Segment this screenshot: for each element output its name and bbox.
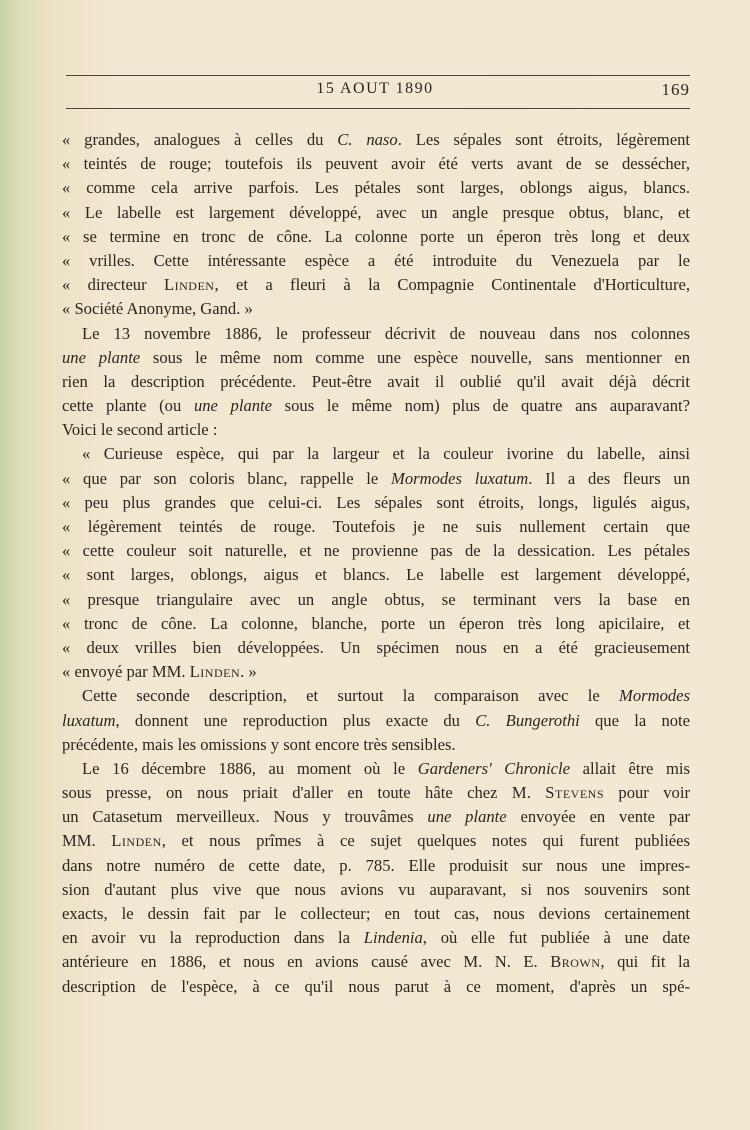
text-line: « sont larges, oblongs, aigus et blancs. Le labelle est largement développé, bbox=[62, 565, 690, 585]
body-text bbox=[62, 128, 690, 999]
text-line: sion d'autant plus vive que nous avions vu auparavant, si nos souvenirs sont bbox=[62, 879, 690, 899]
italic-term: une plante bbox=[427, 807, 507, 827]
italic-term: une plante bbox=[193, 396, 273, 416]
text-line: « Curieuse espèce, qui par la largeur et la couleur ivorine du labelle, ainsi bbox=[82, 444, 690, 464]
text-line: Voici le second article : bbox=[62, 420, 218, 440]
italic-term: Mormodes luxatum bbox=[391, 468, 529, 488]
text-line: dans notre numéro de cette date, p. 785. Elle produisit sur nous une impres- bbox=[62, 855, 690, 875]
text-line: « vrilles. Cette intéressante espèce a été introduite du Venezuela par le bbox=[62, 250, 690, 270]
text-line: exacts, le dessin fait par le collecteur; en tout cas, nous devions certainement bbox=[62, 904, 690, 923]
text-line: Le 13 novembre 1886, le professeur décrivit de nouveau dans nos colonnes bbox=[82, 323, 690, 343]
small-caps-name: Stevens bbox=[545, 783, 604, 803]
text-line: « presque triangulaire avec un angle obtus, se terminant vers la base en bbox=[62, 589, 690, 609]
text-line: « tronc de cône. La colonne, blanche, porte un éperon très long apicilaire, et bbox=[62, 613, 690, 633]
page-number: 169 bbox=[661, 80, 690, 99]
italic-term: C. Bungerothi bbox=[475, 710, 580, 730]
text-line: « que par son coloris blanc, rappelle le Mormodes luxatum. Il a des fleurs un bbox=[62, 468, 690, 488]
italic-term: C. naso bbox=[337, 130, 398, 149]
text-line: MM. Linden, et nous prîmes à ce sujet quelques notes qui furent publiées bbox=[62, 831, 690, 851]
text-line: « légèrement teintés de rouge. Toutefois je ne suis nullement certain que bbox=[62, 517, 690, 536]
text-line: « envoyé par MM. Linden. » bbox=[62, 662, 257, 682]
text-line: « comme cela arrive parfois. Les pétales sont larges, oblongs aigus, blancs. bbox=[62, 178, 690, 198]
text-line: antérieure en 1886, et nous en avions causé avec M. N. E. Brown, qui fit la bbox=[62, 952, 690, 972]
text-line: luxatum, donnent une reproduction plus exacte du C. Bungerothi que la note bbox=[62, 710, 690, 730]
text-line: « deux vrilles bien développées. Un spécimen nous en a été gracieusement bbox=[62, 637, 690, 657]
text-line: un Catasetum merveilleux. Nous y trouvâmes une plante envoyée en vente par bbox=[62, 807, 690, 827]
small-caps-name: Linden bbox=[164, 275, 215, 295]
header-rule-top bbox=[66, 75, 690, 76]
small-caps-name: Linden bbox=[111, 831, 162, 851]
text-line: Cette seconde description, et surtout la comparaison avec le Mormodes bbox=[82, 686, 690, 706]
text-line: « se termine en tronc de cône. La colonne porte un éperon très long et deux bbox=[62, 226, 690, 246]
text-line: sous presse, on nous priait d'aller en toute hâte chez M. Stevens pour voir bbox=[62, 783, 690, 803]
text-line: en avoir vu la reproduction dans la Lindenia, où elle fut publiée à une date bbox=[62, 928, 690, 948]
running-header-date: 15 AOUT 1890 bbox=[316, 80, 434, 97]
small-caps-name: Linden bbox=[189, 662, 241, 682]
italic-term: Mormodes bbox=[619, 686, 690, 706]
text-line: précédente, mais les omissions y sont encore très sensibles. bbox=[62, 734, 456, 754]
text-line: cette plante (ou une plante sous le même nom) plus de quatre ans auparavant? bbox=[62, 396, 690, 416]
text-line: description de l'espèce, à ce qu'il nous parut à ce moment, d'après un spé- bbox=[62, 976, 690, 996]
small-caps-name: Brown bbox=[550, 952, 601, 972]
italic-term: Gardeners' Chronicle bbox=[417, 758, 571, 778]
text-line: « Le labelle est largement développé, avec un angle presque obtus, blanc, et bbox=[62, 202, 690, 222]
text-line: « grandes, analogues à celles du C. naso. Les sépales sont étroits, légèrement bbox=[62, 130, 690, 149]
text-line: « Société Anonyme, Gand. » bbox=[62, 299, 253, 319]
header-rule-bottom bbox=[66, 108, 690, 109]
text-line: « teintés de rouge; toutefois ils peuvent avoir été verts avant de se dessécher, bbox=[62, 154, 690, 174]
text-line: « directeur Linden, et a fleuri à la Compagnie Continentale d'Horticulture, bbox=[62, 275, 690, 295]
italic-term: une plante bbox=[62, 347, 141, 367]
italic-term: Lindenia bbox=[363, 928, 423, 948]
text-line: « cette couleur soit naturelle, et ne provienne pas de la dessication. Les pétales bbox=[62, 541, 690, 561]
text-line: rien la description précédente. Peut-être avait il oublié qu'il avait déjà décrit bbox=[62, 371, 690, 391]
italic-term: luxatum bbox=[62, 710, 116, 730]
text-line: Le 16 décembre 1886, au moment où le Gardeners' Chronicle allait être mis bbox=[82, 758, 690, 778]
text-line: une plante sous le même nom comme une espèce nouvelle, sans mentionner en bbox=[62, 347, 690, 367]
text-line: « peu plus grandes que celui-ci. Les sépales sont étroits, longs, ligulés aigus, bbox=[62, 492, 690, 512]
